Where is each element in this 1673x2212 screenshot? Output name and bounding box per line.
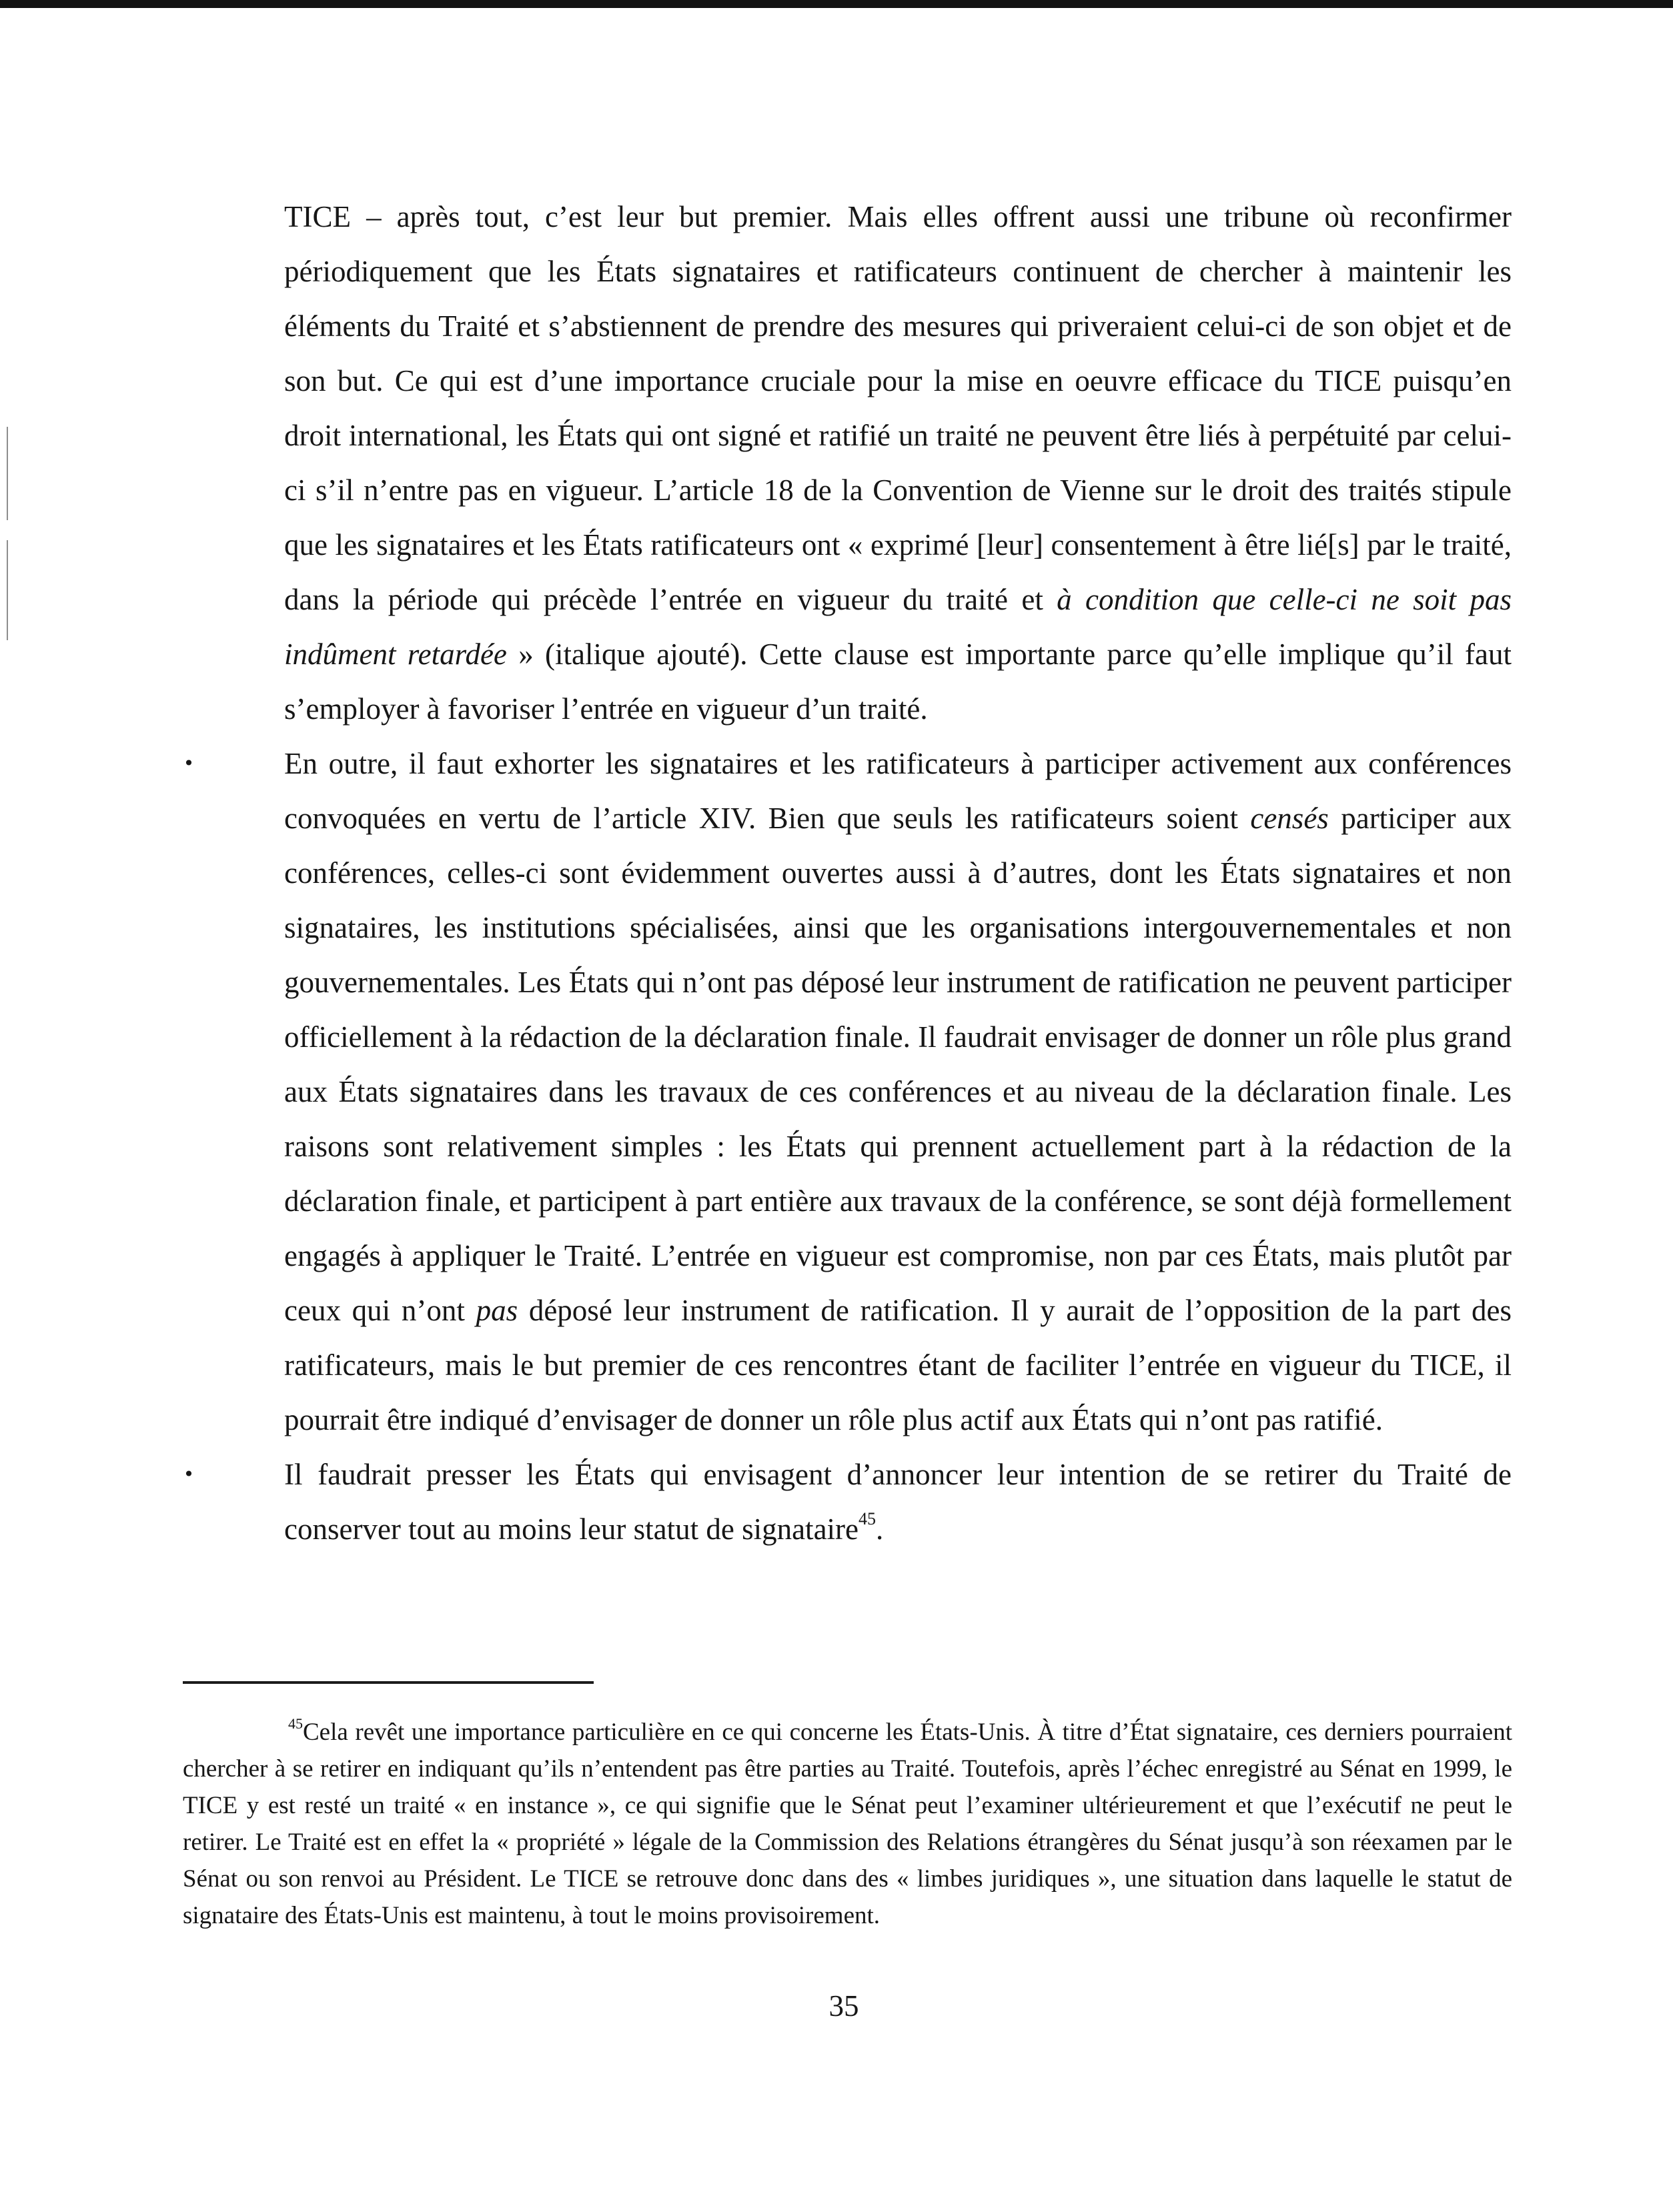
paragraph-text: .: [876, 1512, 884, 1546]
footnote-reference[interactable]: 45: [859, 1509, 876, 1528]
paragraph-text: TICE – après tout, c’est leur but premier. Mais elles offrent aussi une tribune où reconfirmer périodiquement que les États signataires et ratificateurs continuent de chercher à maintenir les éléments du Traité et s’abstiennent de prendre des mesures qui priveraient celui-ci de son objet et de son but. Ce qui est d’une importance cruciale pour la mise en oeuvre efficace du TICE puisqu’en droit international, les États qui ont signé et ratifié un traité ne peuvent être liés à perpétuité par celui-ci s’il n’entre pas en vigueur. L’article 18 de la Convention de Vienne sur le droit des traités stipule que les signataires et les États ratificateurs ont « exprimé [leur] consentement à être lié[s] par le traité, dans la période qui précède l’entrée en vigueur du traité et: [284, 200, 1512, 616]
footnote: [183, 1714, 1512, 1934]
italic-emphasis: censés: [1250, 802, 1329, 835]
footnote-text: Cela revêt une importance particulière en ce qui concerne les États-Unis. À titre d’État signataire, ces derniers pourraient chercher à se retirer en indiquant qu’ils n’entendent pas être parties au Traité. Toutefois, après l’échec enregistré au Sénat en 1999, le TICE y est resté un traité « en instance », ce qui signifie que le Sénat peut l’examiner ultérieurement et que l’exécutif ne peut le retirer. Le Traité est en effet la « propriété » légale de la Commission des Relations étrangères du Sénat jusqu’à son réexamen par le Sénat ou son renvoi au Président. Le TICE se retrouve donc dans des « limbes juridiques », une situation dans laquelle le statut de signataire des États-Unis est maintenu, à tout le moins provisoirement.: [183, 1719, 1512, 1929]
page-number: 35: [828, 1989, 859, 2023]
paragraph-text: » (italique ajouté). Cette clause est importante parce qu’elle implique qu’il faut s’employer à favoriser l’entrée en vigueur d’un traité.: [284, 638, 1512, 726]
bullet-paragraph-withdrawal: [183, 1447, 1512, 1556]
bullet-paragraph-conferences: [183, 736, 1512, 1447]
footnote-number: 45: [288, 1715, 303, 1732]
footnote-separator: [183, 1681, 594, 1684]
scan-edge-mark: [7, 540, 8, 640]
paragraph-continuation: [284, 189, 1512, 736]
scan-edge-mark: [7, 427, 8, 520]
bullet-icon: •: [183, 1463, 195, 1485]
main-text: [183, 189, 1512, 1556]
paragraph-text: déposé leur instrument de ratification. Il y aurait de l’opposition de la part des ratificateurs, mais le but premier de ces rencontres étant de faciliter l’entrée en vigueur du TICE, il pourrait être indiqué d’envisager de donner un rôle plus actif aux États qui n’ont pas ratifié.: [284, 1294, 1512, 1436]
paragraph-text: participer aux conférences, celles-ci sont évidemment ouvertes aussi à d’autres, dont les États signataires et non signataires, les institutions spécialisées, ainsi que les organisations intergouvernementales et non gouvernementales. Les États qui n’ont pas déposé leur instrument de ratification ne peuvent participer officiellement à la rédaction de la déclaration finale. Il faudrait envisager de donner un rôle plus grand aux États signataires dans les travaux de ces conférences et au niveau de la déclaration finale. Les raisons sont relativement simples : les États qui prennent actuellement part à la rédaction de la déclaration finale, et participent à part entière aux travaux de la conférence, se sont déjà formellement engagés à appliquer le Traité. L’entrée en vigueur est compromise, non par ces États, mais plutôt par ceux qui n’ont: [284, 802, 1512, 1327]
italic-emphasis: pas: [476, 1294, 518, 1327]
paragraph-text: En outre, il faut exhorter les signataires et les ratificateurs à participer activement aux conférences convoquées en vertu de l’article XIV. Bien que seuls les ratificateurs soient: [284, 747, 1512, 835]
paragraph-text: Il faudrait presser les États qui envisagent d’annoncer leur intention de se retirer du Traité de conserver tout au moins leur statut de signataire: [284, 1458, 1512, 1546]
page-top-rule: [0, 0, 1673, 8]
italic-emphasis: à condition que celle-ci ne soit pas indûment retardée: [284, 583, 1512, 671]
bullet-icon: •: [183, 752, 195, 774]
